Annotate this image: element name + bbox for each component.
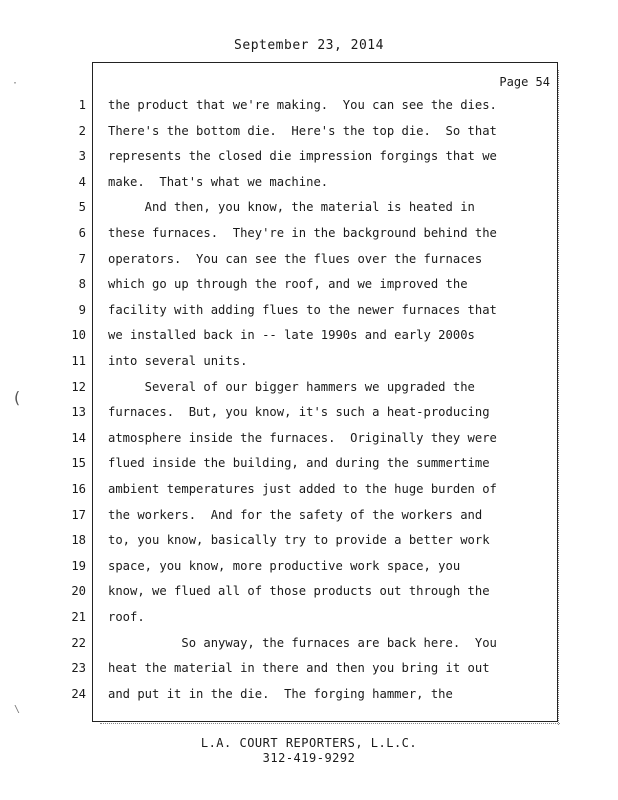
line-text: which go up through the roof, and we improved the (108, 277, 468, 292)
line-number: 18 (71, 533, 86, 548)
transcript-line (0, 144, 618, 170)
transcript-line (0, 682, 618, 708)
line-text: know, we flued all of those products out through the (108, 584, 490, 599)
transcript-line (0, 298, 618, 324)
transcript-line (0, 272, 618, 298)
transcript-line (0, 426, 618, 452)
line-number: 1 (78, 98, 86, 112)
line-number: 22 (71, 635, 86, 650)
line-number: 11 (71, 354, 86, 368)
frame-shadow (100, 723, 560, 726)
line-text: the workers. And for the safety of the workers and (108, 507, 483, 522)
line-text: roof. (108, 610, 145, 624)
transcript-line (0, 323, 618, 349)
line-text: Several of our bigger hammers we upgraded the (108, 379, 475, 394)
transcript-line (0, 605, 618, 631)
line-text: So anyway, the furnaces are back here. You (108, 635, 497, 650)
line-text: into several units. (108, 354, 248, 368)
transcript-line (0, 528, 618, 554)
line-number: 2 (78, 123, 86, 138)
transcript-line (0, 554, 618, 580)
line-text: we installed back in -- late 1990s and early 2000s (108, 328, 475, 343)
line-number: 24 (71, 686, 86, 701)
transcript-line (0, 631, 618, 657)
line-text: space, you know, more productive work space, you (108, 558, 461, 573)
line-number: 19 (71, 558, 86, 573)
transcript-line (0, 503, 618, 529)
line-number: 16 (71, 482, 86, 496)
line-number: 7 (78, 251, 86, 266)
line-number: 15 (71, 456, 86, 471)
line-number: 12 (71, 379, 86, 394)
line-text: operators. You can see the flues over the furnaces (108, 251, 483, 266)
transcript-line (0, 349, 618, 375)
transcript-line (0, 656, 618, 682)
line-text: heat the material in there and then you bring it out (108, 661, 490, 676)
line-number: 10 (71, 328, 86, 343)
transcript-line (0, 579, 618, 605)
transcript-line (0, 221, 618, 247)
line-text: atmosphere inside the furnaces. Originally they were (108, 430, 497, 445)
transcript-line (0, 451, 618, 477)
footer-phone: 312-419-9292 (262, 751, 356, 765)
line-number: 20 (71, 584, 86, 599)
line-text: to, you know, basically try to provide a better work (108, 533, 490, 548)
transcript-line (0, 195, 618, 221)
line-text: and put it in the die. The forging hammer, the (108, 686, 453, 701)
page-number: Page 54 (499, 75, 550, 89)
line-text: these furnaces. They're in the background behind the (108, 226, 497, 240)
line-number: 9 (78, 302, 86, 317)
transcript-line (0, 247, 618, 273)
transcript-line (0, 400, 618, 426)
line-number: 4 (78, 174, 86, 189)
footer (0, 736, 618, 766)
line-text: the product that we're making. You can see the dies. (108, 98, 497, 112)
line-number: 14 (71, 430, 86, 445)
line-number: 13 (71, 405, 86, 420)
line-number: 5 (78, 200, 86, 215)
line-number: 3 (78, 149, 86, 164)
line-text: furnaces. But, you know, it's such a heat-producing (108, 405, 490, 420)
line-text: facility with adding flues to the newer furnaces that (108, 302, 497, 317)
line-text: make. That's what we machine. (108, 174, 329, 189)
line-number: 8 (78, 277, 86, 292)
line-text: There's the bottom die. Here's the top die. So that (108, 123, 497, 138)
transcript-line (0, 477, 618, 503)
line-number: 21 (71, 610, 86, 624)
header-date: September 23, 2014 (234, 38, 384, 53)
margin-mark: \ (14, 704, 21, 715)
footer-company: L.A. COURT REPORTERS, L.L.C. (200, 736, 418, 750)
transcript-line (0, 170, 618, 196)
line-text: flued inside the building, and during the summertime (108, 456, 490, 471)
margin-mark: · (12, 78, 19, 89)
line-number: 23 (71, 661, 86, 676)
line-text: And then, you know, the material is heated in (108, 200, 475, 215)
line-text: represents the closed die impression forgings that we (108, 149, 497, 164)
line-number: 17 (71, 507, 86, 522)
transcript-line (0, 93, 618, 119)
line-number: 6 (78, 226, 86, 240)
transcript-line (0, 119, 618, 145)
binder-hole-mark: ( (12, 388, 22, 407)
transcript-line (0, 375, 618, 401)
line-text: ambient temperatures just added to the huge burden of (108, 482, 497, 496)
